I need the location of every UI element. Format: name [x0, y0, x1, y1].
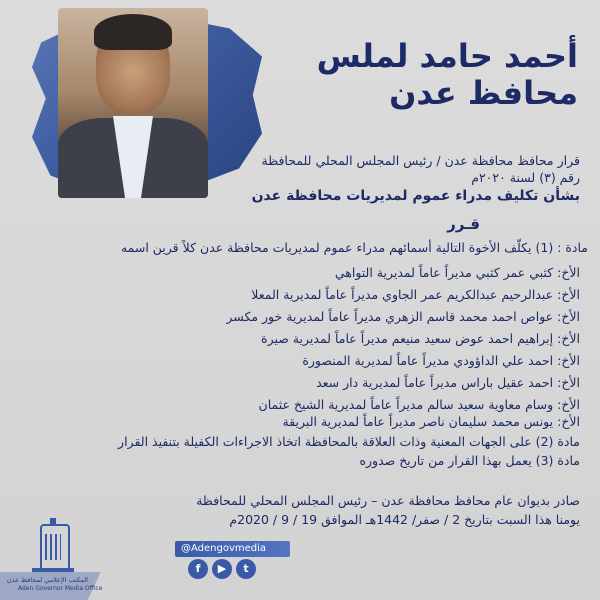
decided-heading: قـرر	[447, 215, 480, 233]
title-block	[258, 38, 578, 112]
decision-subject: بشأن تكليف مدراء عموم لمديريات محافظة عدن	[251, 188, 580, 204]
twitter-icon[interactable]: t	[236, 559, 256, 579]
article-3: مادة (3) يعمل بهذا القرار من تاريخ صدوره	[359, 453, 580, 468]
appointee-line: الأخ: عبدالرحيم عبدالكريم عمر الجاوي مديراً عاماً لمديرية المعلا	[251, 287, 580, 302]
decision-number: رقم (٣) لسنة ٢٠٢٠م	[471, 170, 580, 185]
appointee-line: الأخ: كثبي عمر كثبي مديراً عاماً لمديرية التواهي	[334, 265, 580, 280]
issued-date-line: يومنا هذا السبت بتاريخ 2 / صفر/ 1442هـ الموافق 19 / 9 / 2020م	[229, 512, 580, 527]
article-1: مادة : (1) يكلّف الأخوة التالية أسمائهم مدراء عموم لمديريات محافظة عدن كلاً قرين اسمه	[120, 240, 588, 255]
social-icons	[188, 559, 256, 579]
youtube-icon[interactable]: ▶	[212, 559, 232, 579]
governor-name: أحمد حامد لملس	[316, 37, 578, 75]
logo-arabic-text: المكتب الإعلامي لمحافظ عدن	[6, 576, 88, 584]
tower-icon	[40, 524, 70, 572]
appointee-line: الأخ: احمد عقيل باراس مديراً عاماً لمديرية دار سعد	[316, 375, 580, 390]
facebook-icon[interactable]: f	[188, 559, 208, 579]
logo-english-text: Aden Governor Media Office	[18, 585, 103, 592]
issued-line-1: صادر بديوان عام محافظ محافظة عدن – رئيس المجلس المحلي للمحافظة	[196, 493, 580, 508]
governor-role: محافظ عدن	[389, 73, 578, 112]
appointee-line: الأخ: احمد علي الداؤودي مديراً عاماً لمديرية المنصورة	[302, 353, 580, 368]
governor-photo	[10, 0, 265, 208]
appointee-line: الأخ: يونس محمد سليمان ناصر مديراً عاماً لمديرية البريقة	[282, 414, 580, 429]
appointee-line: الأخ: عواص احمد محمد قاسم الزهري مديراً عاماً لمديرية خور مكسر	[226, 309, 580, 324]
portrait-image	[58, 8, 208, 198]
social-handle[interactable]: @Adengovmedia	[175, 541, 290, 557]
decision-line-1: قرار محافظ محافظة عدن / رئيس المجلس المحلي للمحافظة	[261, 153, 580, 168]
article-2: مادة (2) على الجهات المعنية وذات العلاقة بالمحافظة اتخاذ الاجراءات الكفيلة بتنفيذ القرار	[118, 434, 580, 449]
media-office-logo	[6, 520, 103, 595]
appointee-line: الأخ: وسام معاوية سعيد سالم مديراً عاماً لمديرية الشيخ عثمان	[258, 397, 580, 412]
appointee-line: الأخ: إبراهيم احمد عوض سعيد منيعم مديراً عاماً لمديرية صيرة	[261, 331, 580, 346]
